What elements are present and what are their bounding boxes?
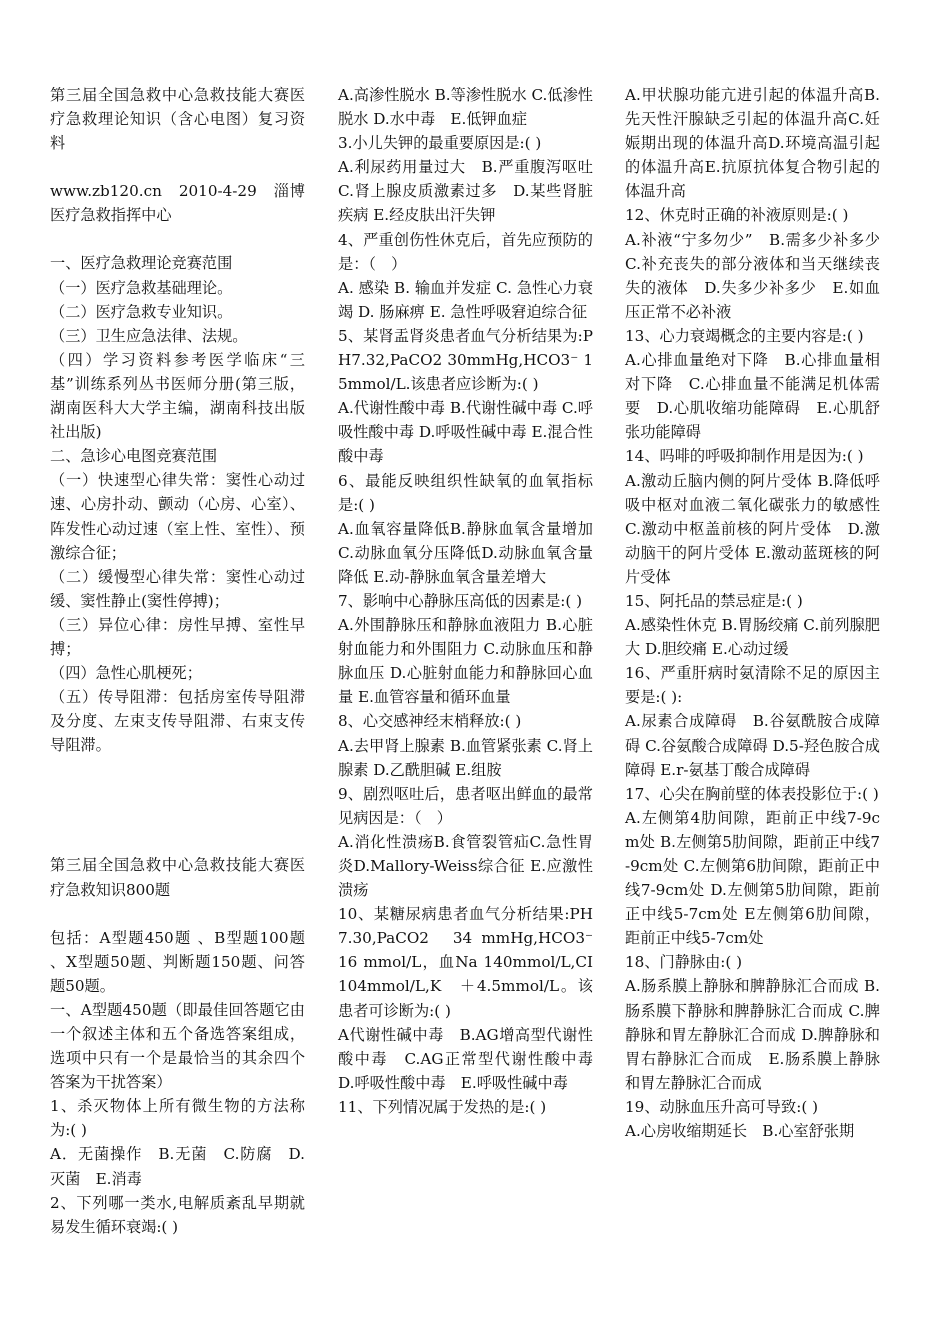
question-options: A.尿素合成障碍 B.谷氨酰胺合成障碍 C.谷氨酸合成障碍 D.5-羟色胺合成障碍 E.r-氨基丁酸合成障碍 <box>625 712 880 779</box>
scope-item: （一）医疗急救基础理论。 <box>50 278 233 297</box>
question: 4、严重创伤性休克后，首先应预防的是：（ ） <box>338 230 593 273</box>
question: 18、门静脉由:( ) <box>625 953 743 972</box>
question-options: A.左侧第4肋间隙，距前正中线7-9cm处 B.左侧第5肋间隙，距前正中线7-9cm处 C.左侧第6肋间隙，距前正中线7-9cm处 D.左侧第5肋间隙，距前正中线5-7cm处 E左侧第6肋间隙，距前正中线5-7cm处 <box>625 808 880 948</box>
question-options: A.补液“宁多勿少” B.需多少补多少 C.补充丧失的部分液体和当天继续丧失的液体 D.失多少补多少 E.如血压正常不必补液 <box>625 230 880 321</box>
question: 5、某肾盂肾炎患者血气分析结果为:PH7.32,PaCO2 30mmHg,HCO3⁻ 15mmol/L.该患者应诊断为:( ) <box>338 326 593 394</box>
question: 17、心尖在胸前壁的体表投影位于:( ) <box>625 784 879 803</box>
question: 3.小儿失钾的最重要原因是:( ) <box>338 134 542 153</box>
question: 7、影响中心静脉压高低的因素是:( ) <box>338 591 583 610</box>
section-heading: 一、医疗急救理论竞赛范围 <box>50 254 233 273</box>
question-options: A.高渗性脱水 B.等渗性脱水 C.低渗性脱水 D.水中毒 E.低钾血症 <box>338 86 593 129</box>
question: 14、吗啡的呼吸抑制作用是因为:( ) <box>625 447 864 466</box>
scope-item: （一）快速型心律失常：窦性心动过速、心房扑动、颤动（心房、心室）、阵发性心动过速（室上性、室性）、预激综合征； <box>50 471 305 562</box>
column-middle <box>338 83 609 1119</box>
question-options: A.心排血量绝对下降 B.心排血量相对下降 C.心排血量不能满足机体需要 D.心肌收缩功能障碍 E.心肌舒张功能障碍 <box>625 351 880 442</box>
question: 19、动脉血压升高可导致:( ) <box>625 1097 818 1116</box>
source-line: www.zb120.cn 2010-4-29 淄博医疗急救指挥中心 <box>50 182 305 225</box>
doc-title-questions: 第三届全国急救中心急救技能大赛医疗急救知识800题 <box>50 856 305 899</box>
question-options: A.心房收缩期延长 B.心室舒张期 <box>625 1122 855 1141</box>
question-options: A.甲状腺功能亢进引起的体温升高B.先天性汗腺缺乏引起的体温升高C.妊娠期出现的体温升高D.环境高温引起的体温升高E.抗原抗体复合物引起的体温升高 <box>625 86 880 201</box>
question: 11、下列情况属于发热的是:( ) <box>338 1097 547 1116</box>
question-options: A. 感染 B. 输血并发症 C. 急性心力衰竭 D. 肠麻痹 E. 急性呼吸窘迫综合征 <box>338 278 593 321</box>
question-options: A.肠系膜上静脉和脾静脉汇合而成 B.肠系膜下静脉和脾静脉汇合而成 C.脾静脉和胃左静脉汇合而成 D.脾静脉和胃右静脉汇合而成 E.肠系膜上静脉和胃左静脉汇合而成 <box>625 977 880 1092</box>
scope-item: （三）异位心律：房性早搏、室性早搏； <box>50 615 305 658</box>
question: 2、下列哪一类水,电解质紊乱早期就易发生循环衰竭:( ) <box>50 1193 305 1236</box>
scope-item: （四）急性心肌梗死； <box>50 664 202 683</box>
question: 16、严重肝病时氨清除不足的原因主要是:( ): <box>625 664 880 707</box>
scope-item: （三）卫生应急法律、法规。 <box>50 326 248 345</box>
question-options: A.代谢性酸中毒 B.代谢性碱中毒 C.呼吸性酸中毒 D.呼吸性碱中毒 E.混合性酸中毒 <box>338 399 593 466</box>
question: 10、某糖尿病患者血气分析结果:PH 7.30,PaCO2 34 mmHg,HCO3⁻ 16 mmol/L，血Na 140mmol/L,CI 104mmol/L,K ＋4.5mmol/L。该患者可诊断为:( ) <box>338 905 609 1020</box>
scope-item: （二）医疗急救专业知识。 <box>50 302 233 321</box>
question: 15、阿托品的禁忌症是:( ) <box>625 591 803 610</box>
question-options: A.激动丘脑内侧的阿片受体 B.降低呼吸中枢对血液二氧化碳张力的敏感性 C.激动中枢盖前核的阿片受体 D.激动脑干的阿片受体 E.激动蓝斑核的阿片受体 <box>625 471 880 586</box>
question-options: A.去甲肾上腺素 B.血管紧张素 C.肾上腺素 D.乙酰胆碱 E.组胺 <box>338 736 593 779</box>
scope-item: （五）传导阻滞：包括房室传导阻滞及分度、左束支传导阻滞、右束支传导阻滞。 <box>50 688 305 755</box>
question: 12、休克时正确的补液原则是:( ) <box>625 206 849 225</box>
question-options: A.消化性溃疡B.食管裂管疝C.急性胃炎D.Mallory-Weiss综合征 E.应激性溃疡 <box>338 832 593 900</box>
question: 13、心力衰竭概念的主要内容是:( ) <box>625 326 864 345</box>
section-heading: 二、急诊心电图竞赛范围 <box>50 447 218 466</box>
includes-line: 包括：A型题450题 、B型题100题 、X型题50题、判断题150题、问答题50题。 <box>50 928 305 995</box>
question: 1、杀灭物体上所有微生物的方法称为:( ) <box>50 1097 305 1140</box>
question-options: A.血氧容量降低B.静脉血氧含量增加C.动脉血氧分压降低D.动脉血氧含量降低 E.动-静脉血氧含量差增大 <box>338 519 593 586</box>
question: 8、心交感神经末梢释放:( ) <box>338 712 522 731</box>
question-options: A.利尿药用量过大 B.严重腹泻呕吐 C.肾上腺皮质激素过多 D.某些肾脏疾病 E.经皮肤出汗失钾 <box>338 158 609 225</box>
question: 6、最能反映组织性缺氧的血氧指标是:( ) <box>338 471 593 514</box>
doc-title-review: 第三届全国急救中心急救技能大赛医疗急救理论知识（含心电图）复习资料 <box>50 86 305 153</box>
question-options: A.感染性休克 B.胃肠绞痛 C.前列腺肥大 D.胆绞痛 E.心动过缓 <box>625 616 880 659</box>
scope-item: （四）学习资料参考医学临床“三基”训练系列丛书医师分册(第三版，湖南医科大大学主编，湖南科技出版社出版) <box>50 350 305 442</box>
column-right <box>625 83 880 1143</box>
scope-item: （二）缓慢型心律失常：窦性心动过缓、窦性静止(窦性停搏)； <box>50 567 305 610</box>
question-options: A．无菌操作 B.无菌 C.防腐 D.灭菌 E.消毒 <box>50 1145 305 1188</box>
question-options: A.外围静脉压和静脉血液阻力 B.心脏射血能力和外围阻力 C.动脉血压和静脉血压 D.心脏射血能力和静脉回心血量 E.血管容量和循环血量 <box>338 616 593 707</box>
column-left <box>50 83 305 1239</box>
question-options: A代谢性碱中毒 B.AG增高型代谢性酸中毒 C.AG正常型代谢性酸中毒 D.呼吸性酸中毒 E.呼吸性碱中毒 <box>338 1025 593 1092</box>
question: 9、剧烈呕吐后，患者呕出鲜血的最常见病因是：（ ） <box>338 784 593 827</box>
section-heading: 一、A型题450题（即最佳回答题它由一个叙述主体和五个备选答案组成，选项中只有一个是最恰当的其余四个答案为干扰答案） <box>50 1000 305 1092</box>
